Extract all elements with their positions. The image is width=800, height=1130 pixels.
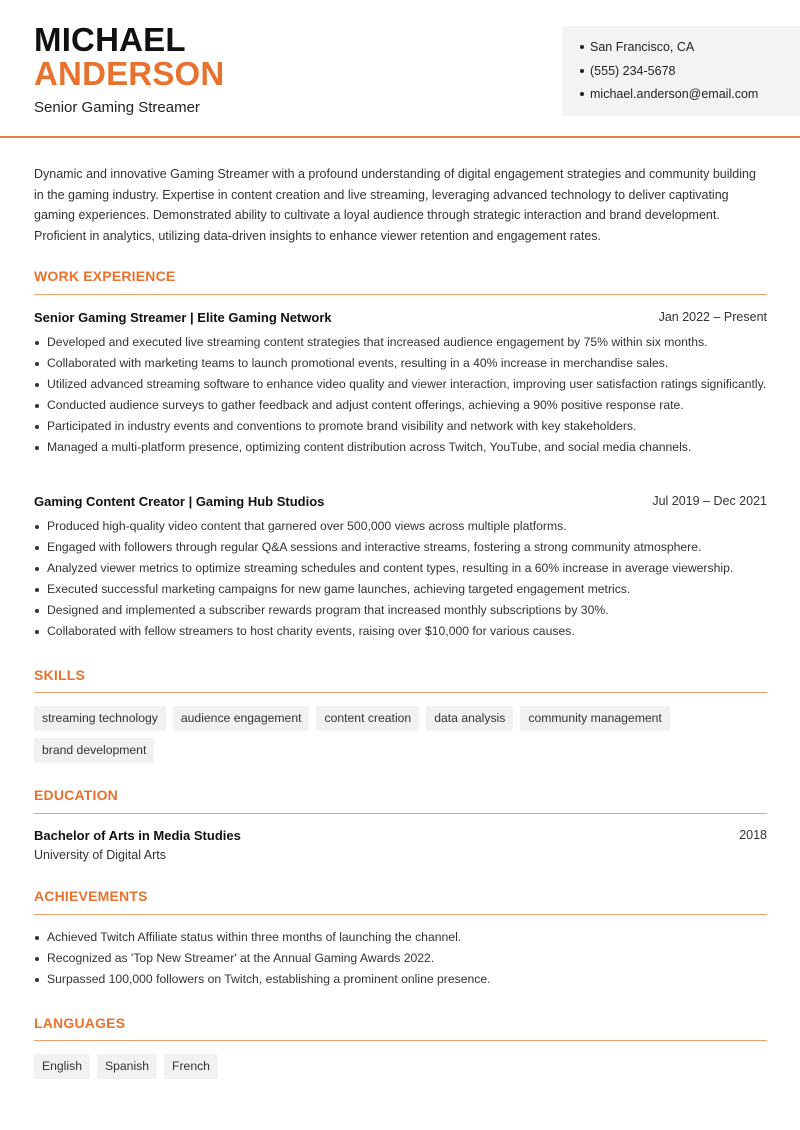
education-school: University of Digital Arts — [34, 848, 166, 862]
skill-tag: brand development — [34, 738, 154, 763]
list-item: Collaborated with fellow streamers to host charity events, raising over $10,000 for various causes. — [34, 623, 767, 640]
list-item: Achieved Twitch Affiliate status within three months of launching the channel. — [34, 929, 767, 946]
skills-tags — [34, 706, 774, 770]
list-item: Utilized advanced streaming software to enhance video quality and viewer interaction, improving user satisfaction ratings significantly. — [34, 376, 767, 393]
language-tags — [34, 1054, 774, 1086]
contact-phone: (555) 234-5678 — [580, 63, 800, 87]
job-bullets — [34, 334, 767, 460]
skill-tag: data analysis — [426, 706, 513, 731]
list-item: Analyzed viewer metrics to optimize streaming schedules and content types, resulting in a 60% increase in average viewership. — [34, 560, 767, 577]
list-item: Developed and executed live streaming content strategies that increased audience engagement by 75% within six months. — [34, 334, 767, 351]
contact-location: San Francisco, CA — [580, 39, 800, 63]
list-item: Designed and implemented a subscriber rewards program that increased monthly subscriptions by 30%. — [34, 602, 767, 619]
skill-tag: streaming technology — [34, 706, 166, 731]
list-item: Participated in industry events and conventions to promote brand visibility and network with key stakeholders. — [34, 418, 767, 435]
skill-tag: audience engagement — [173, 706, 310, 731]
list-item: Produced high-quality video content that garnered over 500,000 views across multiple platforms. — [34, 518, 767, 535]
language-tag: English — [34, 1054, 90, 1079]
last-name: ANDERSON — [34, 55, 225, 92]
list-item: Conducted audience surveys to gather feedback and adjust content offerings, achieving a 90% positive response rate. — [34, 397, 767, 414]
contact-box — [562, 26, 800, 116]
achievements-list — [34, 929, 767, 992]
section-divider — [34, 692, 767, 693]
section-title-achievements: ACHIEVEMENTS — [34, 888, 148, 904]
language-tag: Spanish — [97, 1054, 157, 1079]
summary-paragraph: Dynamic and innovative Gaming Streamer with a profound understanding of digital engagement strategies and community building in the gaming industry. Expertise in content creation and live streaming, leveraging advanced technology to deliver captivating gaming experiences. Demonstrated ability to cultivate a loyal audience through strategic interaction and brand development. Proficient in analytics, utilizing data-driven insights to enhance viewer retention and engagement rates. — [34, 167, 756, 243]
section-title-skills: SKILLS — [34, 667, 85, 683]
list-item: Recognized as 'Top New Streamer' at the Annual Gaming Awards 2022. — [34, 950, 767, 967]
skill-tag: content creation — [316, 706, 419, 731]
skill-tag: community management — [520, 706, 669, 731]
job-role: Gaming Content Creator | Gaming Hub Studios — [34, 494, 325, 509]
job-dates: Jan 2022 – Present — [658, 310, 767, 324]
job-bullets — [34, 518, 767, 644]
job-role: Senior Gaming Streamer | Elite Gaming Network — [34, 310, 332, 325]
list-item: Surpassed 100,000 followers on Twitch, establishing a prominent online presence. — [34, 971, 767, 988]
section-title-languages: LANGUAGES — [34, 1015, 126, 1031]
job-title: Senior Gaming Streamer — [34, 99, 200, 116]
first-name: MICHAEL — [34, 21, 186, 58]
list-item: Executed successful marketing campaigns for new game launches, achieving targeted engagement metrics. — [34, 581, 767, 598]
job-header — [34, 494, 767, 509]
section-title-education: EDUCATION — [34, 787, 118, 803]
job-dates: Jul 2019 – Dec 2021 — [652, 494, 767, 508]
section-divider — [34, 294, 767, 295]
section-divider — [34, 813, 767, 814]
contact-email: michael.anderson@email.com — [580, 86, 800, 110]
list-item: Collaborated with marketing teams to launch promotional events, resulting in a 40% increase in merchandise sales. — [34, 355, 767, 372]
section-title-work: WORK EXPERIENCE — [34, 268, 176, 284]
resume-header — [0, 0, 800, 138]
language-tag: French — [164, 1054, 218, 1079]
job-header — [34, 310, 767, 325]
section-divider — [34, 1040, 767, 1041]
education-year: 2018 — [739, 828, 767, 842]
list-item: Managed a multi-platform presence, optimizing content distribution across Twitch, YouTube, and social media channels. — [34, 439, 767, 456]
list-item: Engaged with followers through regular Q&A sessions and interactive streams, fostering a strong community atmosphere. — [34, 539, 767, 556]
section-divider — [34, 914, 767, 915]
education-degree: Bachelor of Arts in Media Studies — [34, 828, 241, 843]
